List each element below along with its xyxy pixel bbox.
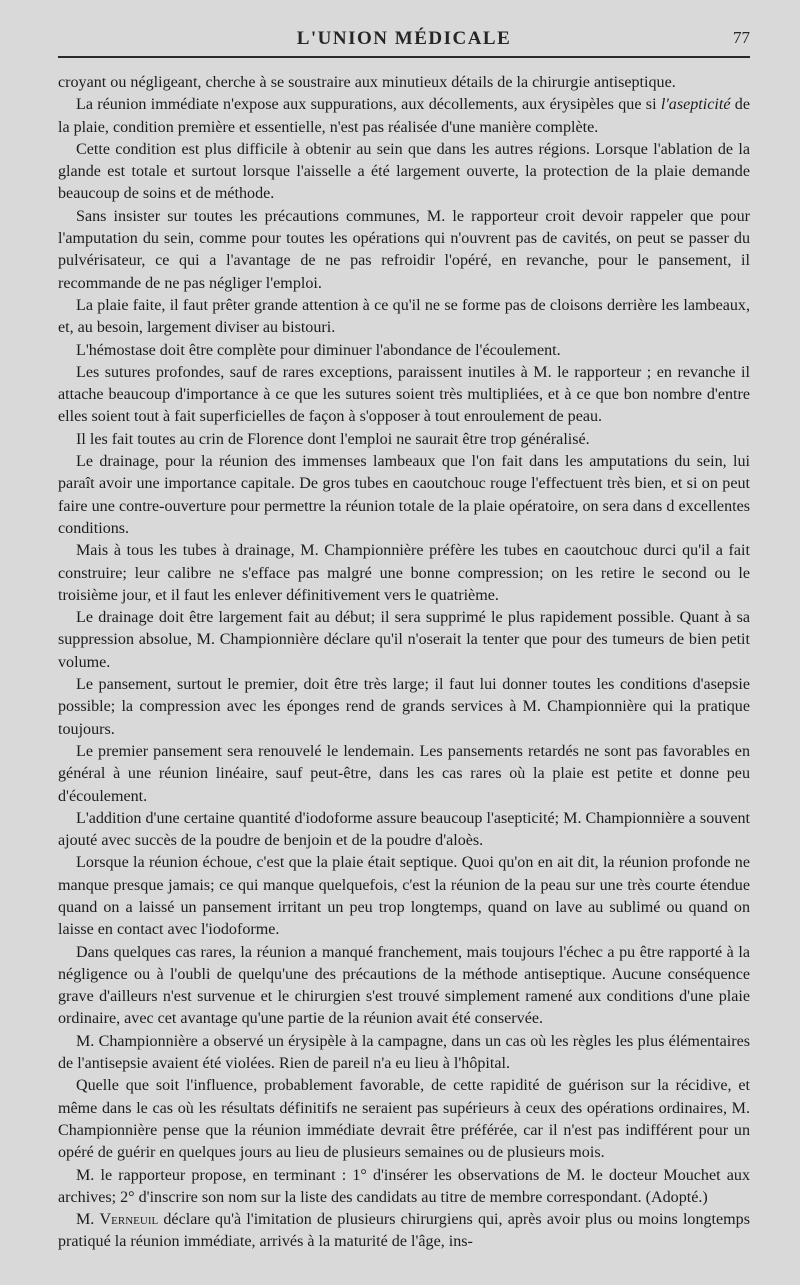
paragraph: Le drainage, pour la réunion des immenses lambeaux que l'on fait dans les amputations du sein, lui paraît avoir une importance capitale. De gros tubes en caoutchouc rouge l'effectuent très bien, et si on peut faire une contre-ouverture pour permettre la réunion totale de la plaie opératoire, on sera dans d excellentes conditions. <box>58 453 750 537</box>
paragraph: M. Championnière a observé un érysipèle à la campagne, dans un cas où les règles les plus élémentaires de l'antisepsie avaient été violées. Rien de pareil n'a eu lieu à l'hôpital. <box>58 1032 750 1073</box>
paragraph: M. le rapporteur propose, en terminant : 1° d'insérer les observations de M. le docteur Mouchet aux archives; 2° d'inscrire son nom sur la liste des candidats au titre de membre correspondant. (Adopté.) <box>58 1166 750 1206</box>
speaker-name: Verneuil <box>99 1211 159 1229</box>
paragraph: Le premier pansement sera renouvelé le lendemain. Les pansements retardés ne sont pas favorables en général à une réunion linéaire, sauf peut-être, dans les cas rares où la plaie est petite et donne peu d'écoulement. <box>58 742 750 805</box>
paragraph <box>58 1209 750 1254</box>
paragraph: La plaie faite, il faut prêter grande attention à ce qu'il ne se forme pas de cloisons derrière les lambeaux, et, au besoin, largement diviser au bistouri. <box>58 296 750 337</box>
paragraph-text: M. <box>76 1211 100 1229</box>
paragraph: Quelle que soit l'influence, probablement favorable, de cette rapidité de guérison sur la récidive, et même dans le cas où les résultats définitifs ne seraient pas supérieurs à ceux des opérations ordinaires, M. Championnière pense que la réunion immédiate devrait être préférée, car il n'est pas indifférent pour un opéré de guérir en quelques jours au lieu de plusieurs semaines ou de plusieurs mois. <box>58 1077 750 1162</box>
paragraph: Dans quelques cas rares, la réunion a manqué franchement, mais toujours l'échec a pu être rapporté à la négligence ou à l'oubli de quelqu'une des précautions de la méthode antiseptique. Aucune conséquence grave d'ailleurs n'est survenue et le chirurgien s'est trouvé simplement ramené aux conditions d'une plaie ordinaire, avec cet avantage qu'une partie de la réunion avait été conservée. <box>58 943 750 1028</box>
italic-term: l'asepticité <box>660 96 731 114</box>
paragraph-text: de la plaie, condition première et essentielle, n'est pas réalisée d'une manière complète. <box>58 96 750 136</box>
paragraph-text: déclare qu'à l'imitation de plusieurs chirurgiens qui, après avoir plus ou moins longtemps pratiqué la réunion immédiate, arrivés à la maturité de l'âge, ins- <box>58 1211 750 1251</box>
paragraph: Il les fait toutes au crin de Florence dont l'emploi ne saurait être trop généralisé. <box>76 430 590 448</box>
paragraph <box>58 94 750 139</box>
running-header <box>58 16 750 50</box>
page-number: 77 <box>733 28 750 47</box>
header-rule <box>58 56 750 58</box>
paragraph: L'addition d'une certaine quantité d'iodoforme assure beaucoup l'asepticité; M. Championnière a souvent ajouté avec succès de la poudre de benjoin et de la poudre d'aloès. <box>58 809 750 850</box>
journal-title: L'UNION MÉDICALE <box>296 28 512 49</box>
paragraph: L'hémostase doit être complète pour diminuer l'abondance de l'écoulement. <box>76 341 561 359</box>
paragraph: croyant ou négligeant, cherche à se soustraire aux minutieux détails de la chirurgie antiseptique. <box>58 74 676 91</box>
paragraph: Lorsque la réunion échoue, c'est que la plaie était septique. Quoi qu'on en ait dit, la réunion profonde ne manque presque jamais; ce qui manque quelquefois, c'est la réunion de la peau sur une très courte étendue quand on a laissé un pansement irritant un peu trop longtemps, quand on lave au sublimé ou quand on laisse en contact avec l'iodoforme. <box>58 854 750 939</box>
paragraph: Mais à tous les tubes à drainage, M. Championnière préfère les tubes en caoutchouc durci qu'il a fait construire; leur calibre ne s'efface pas malgré une bonne compression; on les retire le second ou le troisième jour, et il faut les enlever définitivement vers le quatrième. <box>58 542 750 604</box>
paragraph-text: La réunion immédiate n'expose aux suppurations, aux décollements, aux érysipèles que si <box>76 96 661 114</box>
article-body <box>58 72 750 1254</box>
paragraph: Cette condition est plus difficile à obtenir au sein que dans les autres régions. Lorsque l'ablation de la glande est totale et surtout lorsque l'aisselle a été largement ouverte, la protection de la plaie demande beaucoup de soins et de méthode. <box>58 140 750 203</box>
paragraph: Le pansement, surtout le premier, doit être très large; il faut lui donner toutes les conditions d'asepsie possible; la compression avec les éponges rend de grands services à M. Championnière qui la pratique toujours. <box>58 676 750 738</box>
paragraph: Les sutures profondes, sauf de rares exceptions, paraissent inutiles à M. le rapporteur ; en revanche il attache beaucoup d'importance à ce que les sutures soient très multipliées, et à ce que bon nombre d'entre elles soient tout à fait superficielles de façon à s'opposer à tout enroulement de peau. <box>58 363 750 426</box>
paragraph: Sans insister sur toutes les précautions communes, M. le rapporteur croit devoir rappeler que pour l'amputation du sein, comme pour toutes les opérations qui n'ouvrent pas de cavités, on peut se passer du pulvérisateur, ce qui a l'avantage de ne pas refroidir l'opéré, en revanche, pour le pansement, il recommande de ne pas négliger l'emploi. <box>58 207 750 292</box>
paragraph: Le drainage doit être largement fait au début; il sera supprimé le plus rapidement possible. Quant à sa suppression absolue, M. Championnière déclare qu'il n'oserait la tenter que pour des tumeurs de bien petit volume. <box>58 609 750 671</box>
